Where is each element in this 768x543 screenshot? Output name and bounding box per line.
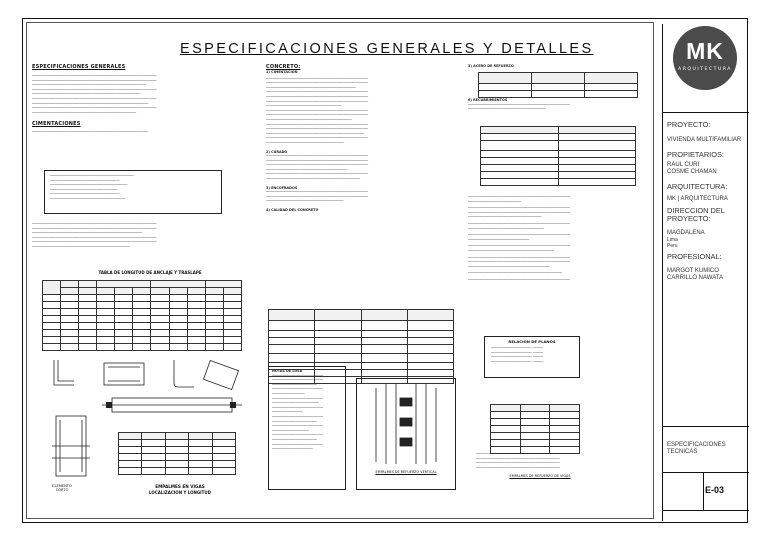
logo-subtext: ARQUITECTURA	[678, 67, 732, 72]
sub-cimentacion: 1) CIMENTACION	[266, 70, 298, 74]
planos-title: RELACION DE PLANOS	[508, 339, 556, 344]
losa-notes-title: NOTAS DE LOSA	[272, 369, 303, 373]
steel-table	[478, 72, 638, 98]
anchor-table-title: TABLA DE LONGITUD DE ANCLAJE Y TRASLAPE	[98, 270, 202, 275]
cover-table	[480, 126, 636, 186]
sheet-number: E-03	[705, 485, 725, 495]
sub-curado: 2) CURADO	[266, 149, 288, 154]
sub-calidad: 4) CALIDAD DEL CONCRETO	[266, 208, 319, 213]
title-block	[662, 24, 748, 521]
spec-text-block-1: ───────────────────────────────────────────────────────────── ───────────────────────────────────────────────────────────── ──────────────────────────────────────────────────────── ───────────────────────────────────────────────────────────── ───────────────────────────────────────────────────── ───────────────────────────────────────────────────────────── ───────────────────────────────────────────────────────── ───────────────────────────────────────────────────────────── ───────────────────────────────────────────────────	[32, 74, 157, 115]
left-column: ESPECIFICACIONES GENERALES ───────────────────────────────────────────────────────────── ───────────────────────────────────────────────────────────── ──────────────────────────────────────────────────────── ───────────────────────────────────────────────────────────── ───────────────────────────────────────────────────── ───────────────────────────────────────────────────────────── ───────────────────────────────────────────────────────── ───────────────────────────────────────────────────────────── ─────────────────────────────────────────────────── CIMENTACIONES ─────────────────────────────────────────────────────────	[32, 64, 247, 135]
cimentacion-params-box: ───────────────────────────────────────── ────────────────────────────────── ────────────────────────────────────── ───────────────────────────────── ────────────────────────────────── ─────────────────────────────────────	[44, 170, 222, 214]
propietarios-label: PROPIETARIOS:	[667, 150, 724, 159]
direccion-label: DIRECCION DEL PROYECTO:	[667, 206, 725, 223]
middle-column: CONCRETO: 1) CIMENTACION ────────────────────────────────────────────────── ────────────────────────────────────────────────── ──────────────────────────────────────────── ────────────────────────────────────────────────── ────────────────────────────────────────────────── ────────────────────────────────────────────────── ───────────────────────────────────── ────────────────────────────────────────────────── ────────────────────────────────────────────────── ────────────────────────────────────────── ────────────────────────────────────────────────── ────────────────────────────────────────────────── ──────────────────────────────────────────────── ────────────────────────────────────────────────── ────────────────────────────────────── 2) CURADO ────────────────────────────────────────────────── ────────────────────────────────────────────────── ────────────────────────────────────────────────── ──────────────────────────────────────── ────────────────────────────────────────────────── ────────────────────────────────────────────── 3) ENCOFRADOS ────────────────────────────────────────────────── ────────────────────────────────────────────────── ────────────────────────────────────── 4) CALIDAD DEL CONCRETO	[266, 64, 456, 213]
stirrup-notes: ───────────────────────────────────────── ───────────────────────────────────────── ───────────────────────────────────────── ─────────────────────────────────────────	[476, 452, 560, 470]
propietario-1: RAUL CURI	[667, 162, 700, 168]
direccion-2: Lima	[667, 237, 678, 243]
beam-splice-caption: EMPALMES DE REFUERZO DE VIGAS	[509, 474, 571, 478]
profesional-label: PROFESIONAL:	[667, 252, 722, 261]
heading-especificaciones: ESPECIFICACIONES GENERALES	[32, 64, 126, 70]
empalmes-sub: LOCALIZACION Y LONGITUD	[149, 490, 211, 495]
plano-name-1: ESPECIFICACIONES	[667, 442, 726, 448]
arquitectura-value: MK | ARQUITECTURA	[667, 196, 728, 202]
proyecto-value: VIVIENDA MULTIFAMILIAR	[667, 137, 742, 143]
recubrimientos-block: 6) RECUBRIMIENTOS ────────────────────────────────────────────────── ──────────────────────────────────────	[468, 98, 658, 112]
heading-concreto: CONCRETO:	[266, 64, 301, 70]
arquitectura-label: ARQUITECTURA:	[667, 182, 728, 191]
direccion-3: Peru	[667, 243, 678, 249]
sub-acero: 5) ACERO DE REFUERZO	[468, 64, 514, 68]
elemento-corto-label: ELEMENTO CORTO	[52, 484, 72, 493]
right-column	[468, 64, 658, 69]
losa-notes-box: NOTAS DE LOSA ───────────────────────── ───────────────────────── ────────────────────── ───────────────────────── ──────────────── ───────────────────────── ─────────────────────── ───────────────────────── ─────────────── ───────────────────────── ────────────────────── ───────────────────────── ────────────────── ───────────────────────── ────────────────────── ───────────────────────── ────────────────────	[268, 366, 346, 490]
vertical-splice-caption: EMPALMES DE REFUERZO VERTICAL	[375, 470, 437, 474]
right-spec-text: ────────────────────────────────────────────────── ────────────────────────── ────────────────────────────────────────────────── ────────────────────────────────────────────────── ──────────────────────────────────── ────────────────────────────────────────────────── ───────────────────────────────────── ────────────────────────────────────────────────── ────────────────────────────── ────────────────────────────────────────────────── ────────────────────────────────────────── ────────────────────────────────────────────────── ────────────────────────────────────────────────── ──────────────────────────────────────── ────────────────────────────────────────────── ──────────────────────────────────────────────────	[468, 195, 571, 282]
anchor-length-table	[42, 280, 242, 351]
sheet-title: ESPECIFICACIONES GENERALES Y DETALLES	[180, 41, 594, 57]
sub-encofrados: 3) ENCOFRADOS	[266, 185, 298, 190]
propietario-2: COSME CHAMAN	[667, 169, 717, 175]
plano-name-2: TECNICAS	[667, 449, 698, 455]
planos-box: RELACION DE PLANOS ──────────────────── ───── ──────────────────── ───── ──────────────────── ───── ──────────────────── ─────	[484, 336, 580, 378]
splice-table	[118, 432, 236, 475]
direccion-1: MAGDALENA	[667, 230, 705, 236]
hook-details-svg	[44, 355, 244, 395]
stirrup-table	[490, 404, 580, 454]
spec-text-block-2: ───────────────────────────────────────────────────────────── ───────────────────────────────────────────────────────────── ────────────────────────────────────────────────────── ───────────────────────────────────────────────────────────── ───────────────────────────────────────────────────────────── ────────────────────────────────────────────────	[32, 222, 157, 249]
profesional-2: CARRILLO NAWATA	[667, 275, 724, 281]
logo-text: MK	[686, 38, 724, 64]
proyecto-label: PROYECTO:	[667, 120, 711, 129]
empalmes-caption: EMPALMES EN VIGAS	[155, 484, 205, 489]
mk-logo	[673, 26, 737, 90]
profesional-1: MARGOT KUMICO	[667, 268, 719, 274]
heading-cimentaciones: CIMENTACIONES	[32, 121, 81, 128]
sub-recubrimientos: 6) RECUBRIMIENTOS	[468, 98, 508, 102]
